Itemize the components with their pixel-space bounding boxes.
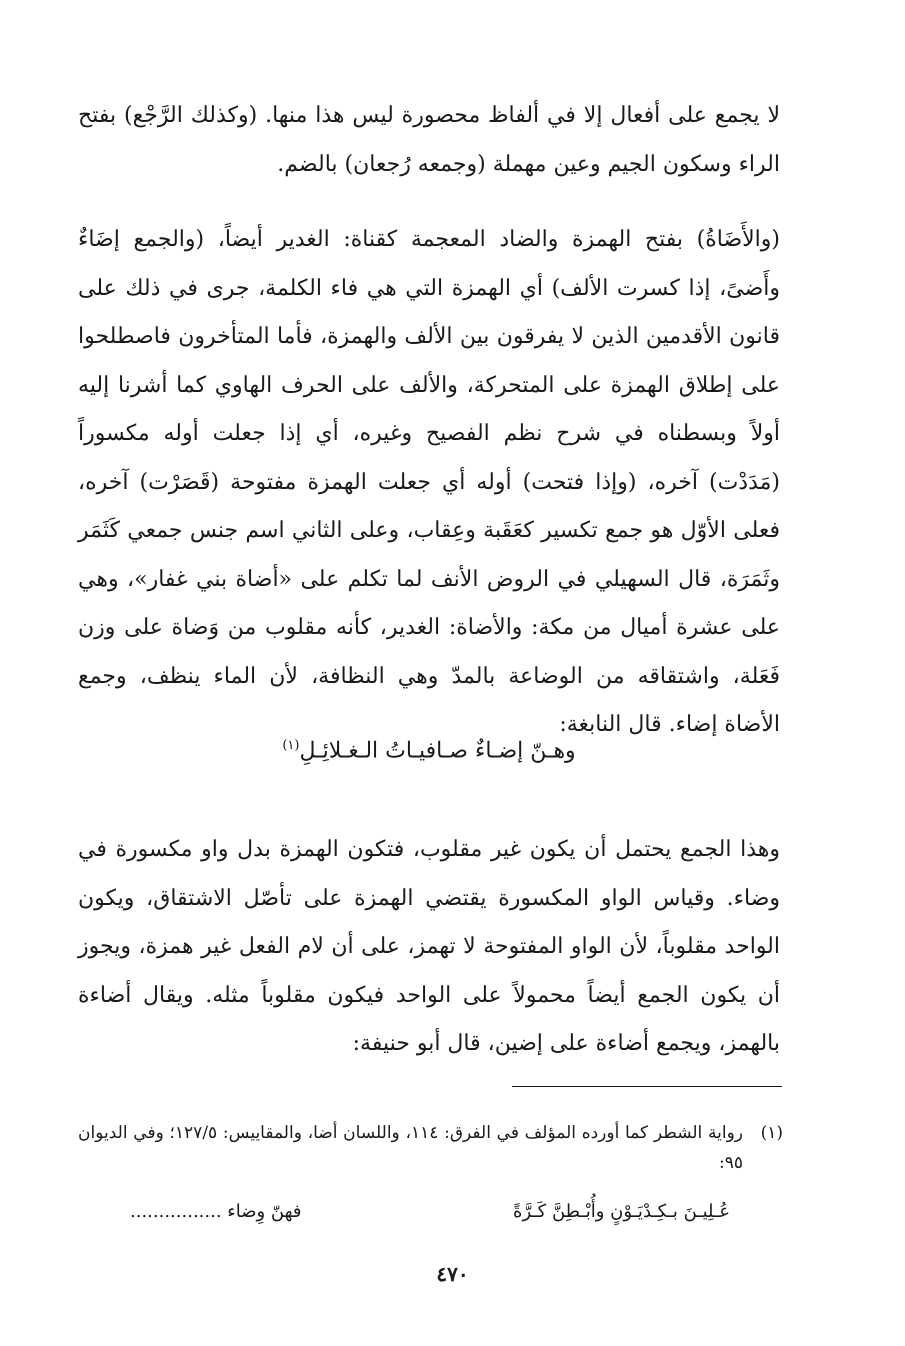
paragraph-2: (والأَضَاةُ) بفتح الهمزة والضاد المعجمة كقناة: الغدير أيضاً، (والجمع إضَاءٌ وأَضىً، إذا كسرت الألف) أي الهمزة التي هي فاء الكلمة، جرى في ذلك على قانون الأقدمين الذين لا يفرقون بين الألف والهمزة، فأما المتأخرون فاصطلحوا على إطلاق الهمزة على المتحركة، والألف على الحرف الهاوي كما أشرنا إليه أولاً وبسطناه في شرح نظم الفصيح وغيره، أي إذا جعلت أوله مكسوراً (مَدَدْت) آخره، (وإذا فتحت) أوله أي جعلت الهمزة مفتوحة (قَصَرْت) آخره، فعلى الأوّل هو جمع تكسير كعَقَبة وعِقاب، وعلى الثاني اسم جنس جمعي كَثَمَر وثَمَرَة، قال السهيلي في الروض الأنف لما تكلم على «أضاة بني غفار»، وهي على عشرة أميال من مكة: والأضاة: الغدير، كأنه مقلوب من وَضاة على وزن فَعَلة، واشتقاقه من الوضاعة بالمدّ وهي النظافة، لأن الماء ينظف، وجمع الأضاة إضاء. قال النابغة: xyxy=(78,227,780,737)
footnote-text: رواية الشطر كما أورده المؤلف في الفرق: ١١٤، واللسان أضا، والمقاييس: ١٢٧/٥؛ وفي الديوان ٩٥: xyxy=(78,1123,743,1173)
footnote-verse xyxy=(130,1196,730,1228)
paragraph-3: وهذا الجمع يحتمل أن يكون غير مقلوب، فتكون الهمزة بدل واو مكسورة في وضاء. وقياس الواو المكسورة يقتضي الهمزة على تأصّل الاشتقاق، ويكون الواحد مقلوباً، لأن الواو المفتوحة لا تهمز، على أن لام الفعل غير همزة، ويجوز أن يكون الجمع أيضاً محمولاً على الواحد فيكون مقلوباً مثله. ويقال أضاءة بالهمز، ويجمع أضاءة على إضين، قال أبو حنيفة: xyxy=(78,837,780,1056)
footnote xyxy=(78,1118,783,1178)
footnote-verse-first-hemistich: عُـلِيـنَ بـكِـدْيَـوْنٍ وأُبْـطِنَّ كَـرَّةً xyxy=(513,1201,730,1222)
poetry-verse xyxy=(78,722,780,775)
footnote-divider xyxy=(512,1086,782,1087)
page-number: ٤٧٠ xyxy=(436,1262,469,1286)
verse-text: وهـنّ إضـاءٌ صـافيـاتُ الـغـلائِـلِ xyxy=(299,738,576,764)
paragraph-1: لا يجمع على أفعال إلا في ألفاظ محصورة ليس هذا منها. (وكذلك الرَّجْع) بفتح الراء وسكون الجيم وعين مهملة (وجمعه رُجعان) بالضم. xyxy=(78,103,780,177)
footnote-verse-second-hemistich: فهنّ وِضاء ................ xyxy=(130,1201,302,1222)
footnote-number: (١) xyxy=(760,1123,783,1143)
footnote-reference[interactable]: (١) xyxy=(282,738,300,753)
